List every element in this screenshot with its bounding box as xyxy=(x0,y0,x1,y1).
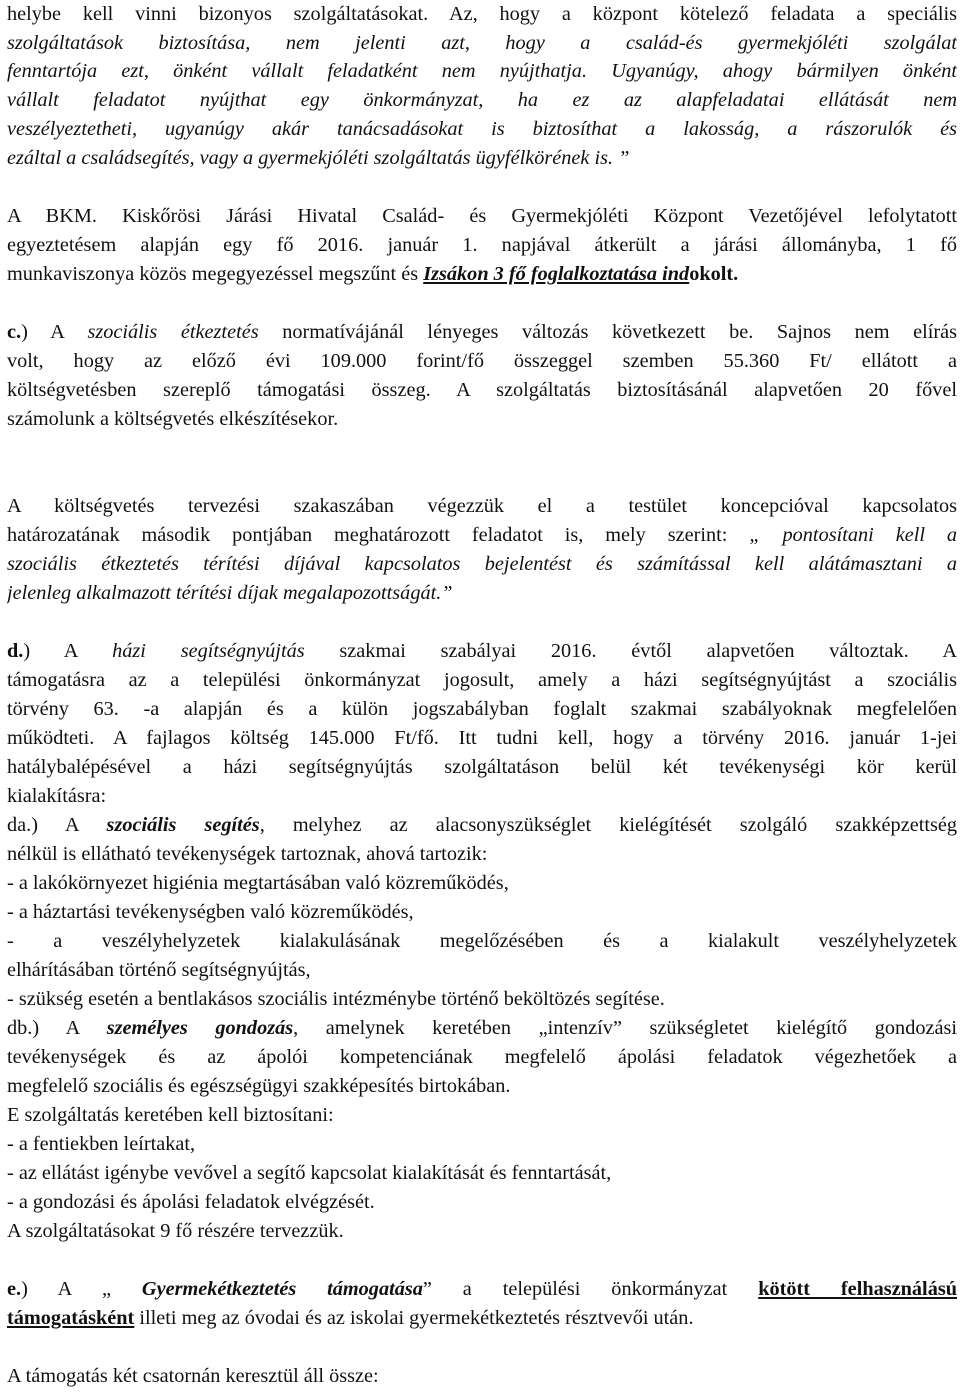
section-marker: c. xyxy=(7,321,22,343)
text-run: - a lakókörnyezet higiénia megtartásában való közreműködés, xyxy=(7,872,509,894)
text-line xyxy=(7,666,957,694)
text-line xyxy=(7,956,957,984)
section-title: szociális étkeztetés xyxy=(87,321,259,343)
list-item xyxy=(7,869,957,897)
text-run: illeti meg az óvodai és az iskolai gyermekétkeztetés résztvevői után. xyxy=(134,1307,694,1329)
text-run: egyeztetésem alapján egy fő 2016. január 1. napjával átkerült a járási állományba, 1 fő xyxy=(7,234,957,256)
list-item xyxy=(7,1130,957,1158)
quote-text: jelenleg alkalmazott térítési díjak megalapozottságát.” xyxy=(7,582,453,604)
text-line xyxy=(7,115,957,143)
text-run: - a háztartási tevékenységben való közreműködés, xyxy=(7,901,414,923)
text-line xyxy=(7,57,957,85)
text-run: fenntartója ezt, önként vállalt feladatként nem nyújthatja. xyxy=(7,60,588,82)
text-run: szolgáltatások biztosítása, nem jelenti azt, hogy a család-és gyermekjóléti szolgálat xyxy=(7,32,957,54)
text-run: Ugyanúgy, ahogy bármilyen önként xyxy=(587,60,957,82)
text-run: tevékenységek és az ápolói kompetenciának megfelelő ápolási feladatok végezhetőek a xyxy=(7,1046,957,1068)
text-run: ” a települési önkormányzat xyxy=(422,1278,759,1300)
text-run: E szolgáltatás keretében kell biztosítani: xyxy=(7,1104,334,1126)
text-run: megfelelő szociális és egészségügyi szakképesítés birtokában. xyxy=(7,1075,511,1097)
list-item xyxy=(7,1159,957,1187)
text-run: működteti. A fajlagos költség 145.000 Ft/fő. Itt tudni kell, hogy a törvény 2016. január 1-jei xyxy=(7,727,957,749)
text-line xyxy=(7,782,957,810)
text-line xyxy=(7,29,957,57)
section-title: házi segítségnyújtás xyxy=(112,640,305,662)
text-run: ) A „ xyxy=(21,1278,142,1300)
emphasis-text: Izsákon 3 fő foglalkoztatása ind xyxy=(423,263,690,285)
text-run: határozatának második pontjában meghatározott feladatot is, mely szerint: xyxy=(7,524,750,546)
text-run: elhárításában történő segítségnyújtás, xyxy=(7,959,311,981)
text-run: veszélyeztetheti, ugyanúgy akár tanácsadásokat is biztosíthat a lakosság, a rászorulók és xyxy=(7,118,957,140)
text-run: - a veszélyhelyzetek kialakulásának megelőzésében és a kialakult veszélyhelyzetek xyxy=(7,930,957,952)
text-run: törvény 63. -a alapján és a külön jogszabályban foglalt szakmai szabályoknak megfelelően xyxy=(7,698,957,720)
text-line xyxy=(7,318,957,346)
list-item xyxy=(7,898,957,926)
text-line xyxy=(7,1043,957,1071)
text-line xyxy=(7,144,957,172)
text-run: munkaviszonya közös megegyezéssel megszűnt és xyxy=(7,263,424,285)
text-line xyxy=(7,1275,957,1303)
text-run: költségvetésben szereplő támogatási összeg. A szolgáltatás biztosításánál alapvetően 20 fővel xyxy=(7,379,957,401)
text-line xyxy=(7,521,957,549)
quote-text: „ pontosítani kell a xyxy=(749,524,957,546)
text-run: kialakításra: xyxy=(7,785,107,807)
section-marker: d. xyxy=(7,640,24,662)
text-run: ezáltal a családsegítés, vagy a gyermekjóléti szolgáltatás ügyfélkörének is. ” xyxy=(7,147,630,169)
section-title: Gyermekétkeztetés támogatása xyxy=(141,1278,423,1300)
emphasis-text: támogatásként xyxy=(7,1307,135,1329)
text-run: ) A xyxy=(23,640,113,662)
text-line xyxy=(7,1217,957,1245)
text-run: ) A xyxy=(21,321,88,343)
text-line xyxy=(7,231,957,259)
text-line xyxy=(7,695,957,723)
text-run: szakmai szabályai 2016. évtől alapvetően változtak. A xyxy=(304,640,957,662)
text-run: volt, hogy az előző évi 109.000 forint/fő összeggel szemben 55.360 Ft/ ellátott a xyxy=(7,350,957,372)
text-line xyxy=(7,86,957,114)
emphasis-text: okolt. xyxy=(689,263,739,285)
text-run: helybe kell vinni bizonyos szolgáltatásokat. Az, hogy a központ kötelező feladata a speciális xyxy=(7,3,957,25)
text-run: normatívájánál lényeges változás következett be. Sajnos nem elírás xyxy=(258,321,957,343)
text-run: db.) A xyxy=(7,1017,107,1039)
subsection-title: szociális segítés xyxy=(106,814,260,836)
text-run: nélkül is ellátható tevékenységek tartoznak, ahová tartozik: xyxy=(7,843,488,865)
emphasis-text: kötött felhasználású xyxy=(758,1278,957,1300)
text-line xyxy=(7,376,957,404)
text-run: - az ellátást igénybe vevővel a segítő kapcsolat kialakítását és fenntartását, xyxy=(7,1162,612,1184)
text-run: A költségvetés tervezési szakaszában végezzük el a testület koncepcióval kapcsolatos xyxy=(7,495,957,517)
text-run: da.) A xyxy=(7,814,107,836)
text-line xyxy=(7,840,957,868)
text-line xyxy=(7,1362,957,1390)
text-line xyxy=(7,492,957,520)
text-line xyxy=(7,550,957,578)
list-item xyxy=(7,1188,957,1216)
list-item xyxy=(7,927,957,955)
quote-text: szociális étkeztetés térítési díjával kapcsolatos bejelentést és számítással kell alátámasztani a xyxy=(7,553,957,575)
text-line xyxy=(7,811,957,839)
text-line xyxy=(7,1072,957,1100)
text-line xyxy=(7,260,957,288)
text-line xyxy=(7,202,957,230)
text-line xyxy=(7,1304,957,1332)
text-line xyxy=(7,347,957,375)
text-run: támogatásra az a települési önkormányzat jogosult, amely a házi segítségnyújtást a szociális xyxy=(7,669,957,691)
text-run: A szolgáltatásokat 9 fő részére tervezzük. xyxy=(7,1220,344,1242)
text-run: - szükség esetén a bentlakásos szociális intézménybe történő beköltözés segítése. xyxy=(7,988,665,1010)
text-line xyxy=(7,637,957,665)
text-line xyxy=(7,405,957,433)
text-line xyxy=(7,724,957,752)
section-marker: e. xyxy=(7,1278,22,1300)
text-run: számolunk a költségvetés elkészítésekor. xyxy=(7,408,339,430)
text-line xyxy=(7,1101,957,1129)
text-run: - a gondozási és ápolási feladatok elvégzését. xyxy=(7,1191,375,1213)
text-run: - a fentiekben leírtakat, xyxy=(7,1133,196,1155)
text-line xyxy=(7,1014,957,1042)
text-run: A támogatás két csatornán keresztül áll össze: xyxy=(7,1365,379,1387)
text-run: A BKM. Kiskőrösi Járási Hivatal Család- és Gyermekjóléti Központ Vezetőjével lefolytatott xyxy=(7,205,957,227)
text-run: vállalt feladatot nyújthat egy önkormányzat, ha ez az alapfeladatai ellátását nem xyxy=(7,89,957,111)
text-run: hatálybalépésével a házi segítségnyújtás szolgáltatáson belül két tevékenységi kör kerül xyxy=(7,756,957,778)
subsection-title: személyes gondozás xyxy=(106,1017,294,1039)
text-line xyxy=(7,579,957,607)
list-item xyxy=(7,985,957,1013)
text-run: , amelynek keretében „intenzív” szükségletet kielégítő gondozási xyxy=(293,1017,957,1039)
text-line xyxy=(7,0,957,28)
text-run: , melyhez az alacsonyszükséglet kielégítését szolgáló szakképzettség xyxy=(259,814,957,836)
text-line xyxy=(7,753,957,781)
